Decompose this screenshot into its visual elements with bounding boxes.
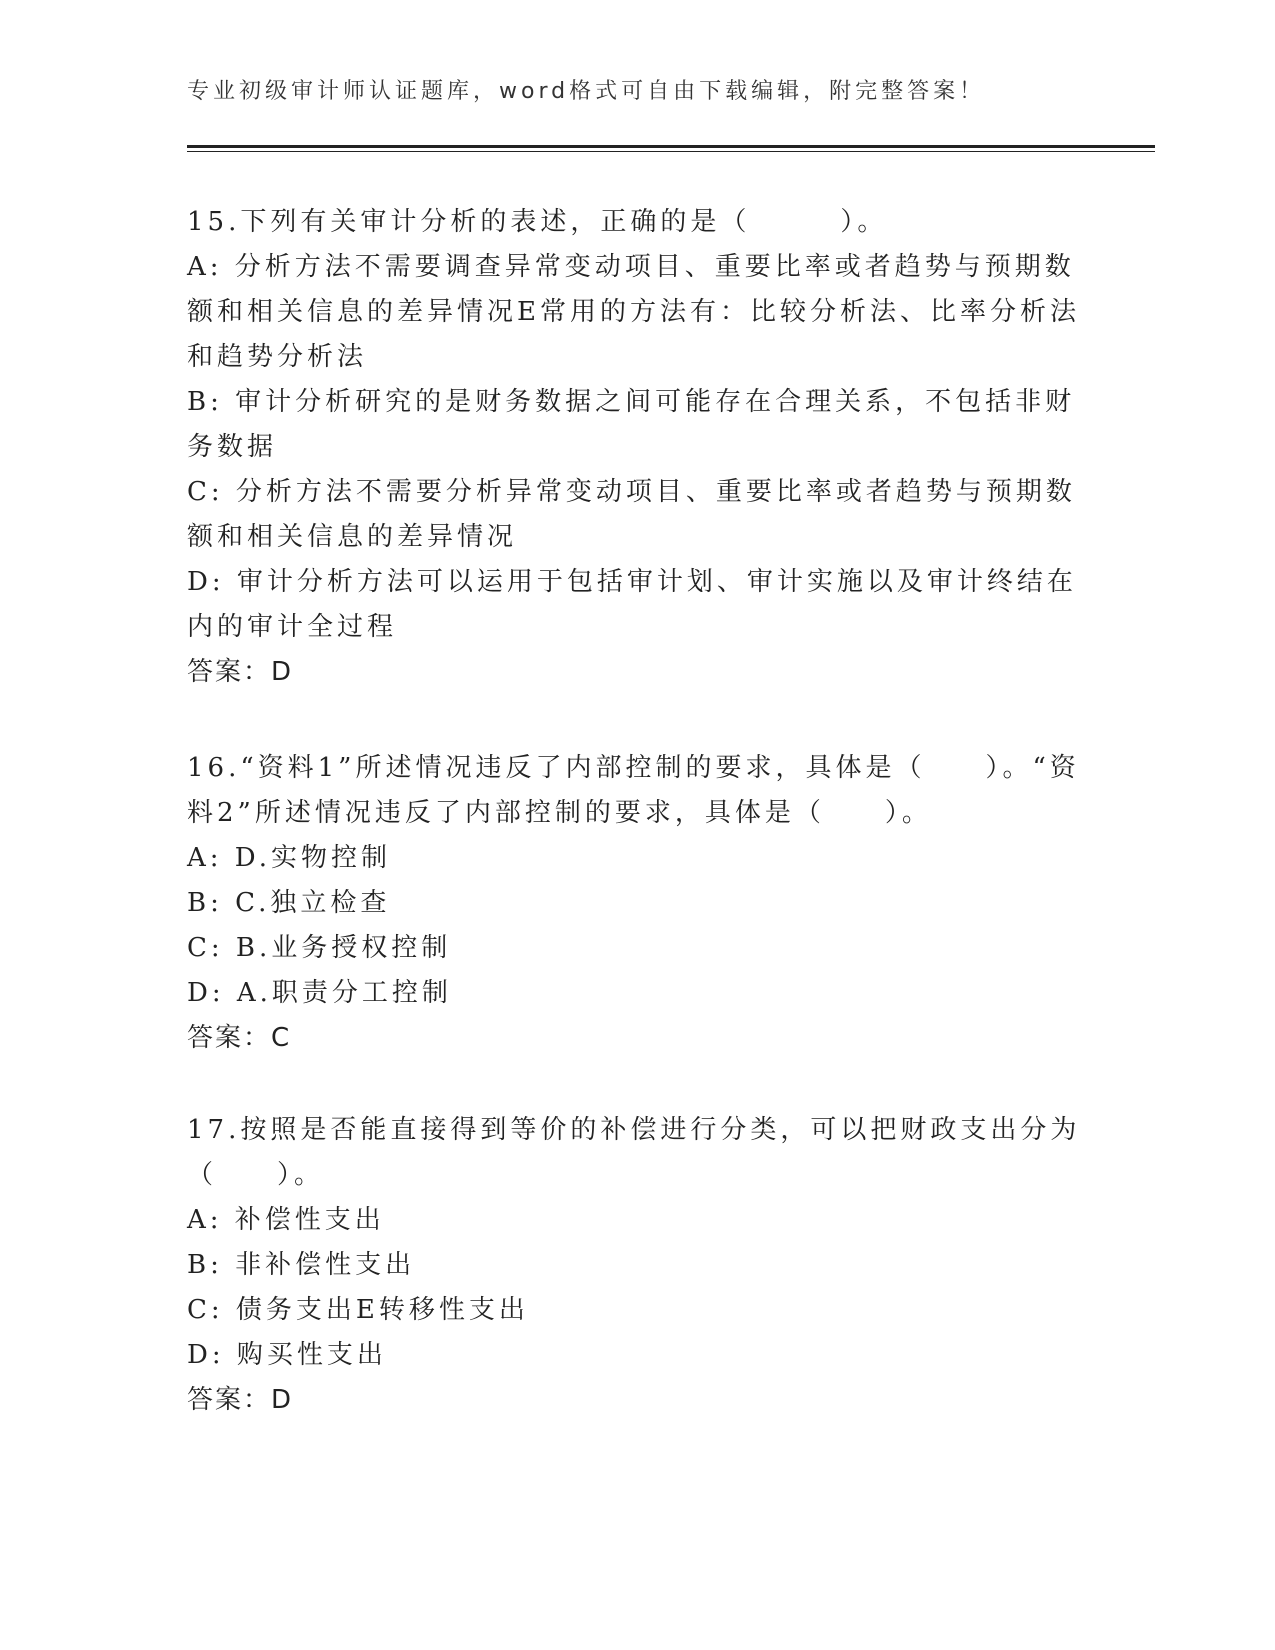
page-header: 专业初级审计师认证题库，word格式可自由下载编辑，附完整答案！: [187, 79, 986, 104]
option-c: C: 债务支出E转移性支出: [187, 1295, 529, 1325]
question-16: [187, 746, 1087, 1061]
option-d: D: 购买性支出: [187, 1340, 387, 1370]
option-d: D: A.职责分工控制: [187, 978, 452, 1008]
option-d: D: 审计分析方法可以运用于包括审计划、审计实施以及审计终结在内的审计全过程: [187, 567, 1077, 642]
header-rule-thick: [187, 145, 1155, 148]
option-a: A: 补偿性支出: [187, 1205, 385, 1235]
option-b: B: 审计分析研究的是财务数据之间可能存在合理关系，不包括非财务数据: [187, 387, 1076, 462]
option-b: B: 非补偿性支出: [187, 1250, 416, 1280]
option-c: C: B.业务授权控制: [187, 933, 452, 963]
question-stem: 17.按照是否能直接得到等价的补偿进行分类，可以把财政支出分为（ ）。: [187, 1115, 1081, 1190]
question-stem: 16.“资料1”所述情况违反了内部控制的要求，具体是（ ）。“资料2”所述情况违反了内部控制的要求，具体是（ ）。: [187, 753, 1080, 828]
question-stem: 15.下列有关审计分析的表述，正确的是（ ）。: [187, 207, 888, 237]
option-c: C: 分析方法不需要分析异常变动项目、重要比率或者趋势与预期数额和相关信息的差异情况: [187, 477, 1076, 552]
answer-line: 答案：D: [187, 1385, 294, 1415]
question-17: [187, 1108, 1087, 1423]
option-b: B: C.独立检查: [187, 888, 391, 918]
header-rule-thin: [187, 151, 1155, 152]
option-a: A: 分析方法不需要调查异常变动项目、重要比率或者趋势与预期数额和相关信息的差异情况E常用的方法有：比较分析法、比率分析法和趋势分析法: [187, 252, 1080, 372]
answer-line: 答案：D: [187, 657, 294, 687]
question-15: [187, 200, 1087, 695]
option-a: A: D.实物控制: [187, 843, 391, 873]
answer-line: 答案：C: [187, 1023, 292, 1053]
